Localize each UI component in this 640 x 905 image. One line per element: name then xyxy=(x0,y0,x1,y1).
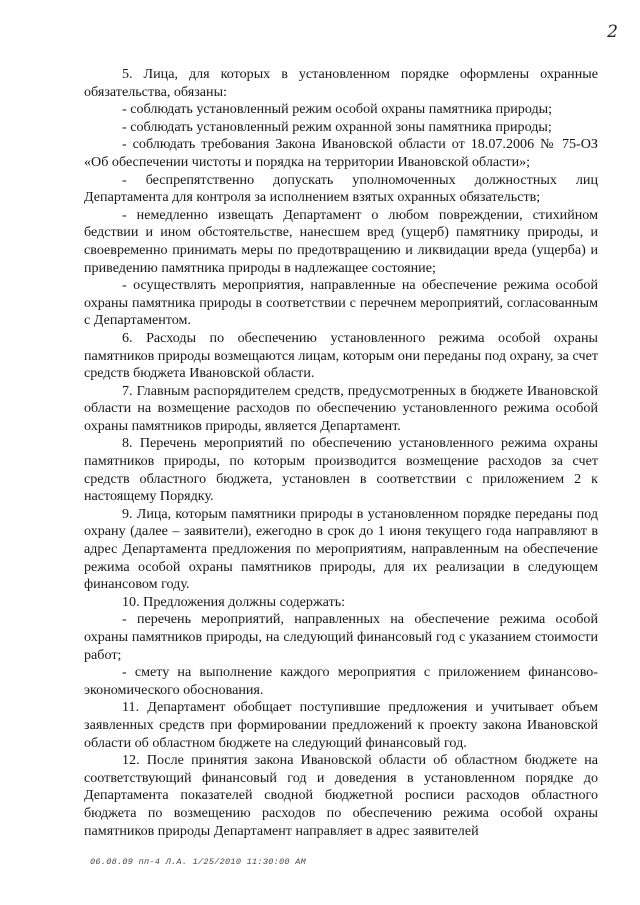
list-item-proposal: - перечень мероприятий, направленных на обеспечение режима особой охраны памятников природы, на следующий финансовый год с указанием стоимости работ; xyxy=(84,611,598,663)
paragraph-12: 12. После принятия закона Ивановской области об областном бюджете на соответствующий финансовый год и доведения в установленном порядке до Департамента показателей сводной бюджетной росписи расходов областного бюджета по возмещению расходов по обеспечению режима особой охраны памятников природы Департамент направляет в адрес заявителей xyxy=(84,752,598,839)
list-item-duty: - соблюдать требования Закона Ивановской области от 18.07.2006 № 75-ОЗ «Об обеспечении чистоты и порядка на территории Ивановской области»; xyxy=(84,136,598,170)
paragraph-7: 7. Главным распорядителем средств, предусмотренных в бюджете Ивановской области на возмещение расходов по обеспечению установленного режима особой охраны памятников природы, является Департамент. xyxy=(84,382,598,434)
paragraph-11: 11. Департамент обобщает поступившие предложения и учитывает объем заявленных средств при формировании предложений к проекту закона Ивановской области об областном бюджете на следующий финансовый год. xyxy=(84,699,598,751)
paragraph-9: 9. Лица, которым памятники природы в установленном порядке переданы под охрану (далее – заявители), ежегодно в срок до 1 июня текущего года направляют в адрес Департамента предложения по мероприятиям, направленным на обеспечение режима особой охраны памятников природы, для их реализации в следующем финансовом году. xyxy=(84,505,598,593)
paragraph-10: 10. Предложения должны содержать: xyxy=(122,593,346,610)
paragraph-6: 6. Расходы по обеспечению установленного режима особой охраны памятников природы возмещаются лицам, которым они переданы под охрану, за счет средств бюджета Ивановской области. xyxy=(84,329,598,382)
list-item-duty: - немедленно извещать Департамент о любом повреждении, стихийном бедствии и ином обстоятельстве, нанесшем вред (ущерб) памятнику природы, и своевременно принимать меры по предотвращению и ликвидации вреда (ущерба) и приведению памятника природы в надлежащее состояние; xyxy=(84,206,598,276)
list-item-duty: - соблюдать установленный режим особой охраны памятника природы; xyxy=(122,101,553,118)
list-item-duty: - осуществлять мероприятия, направленные на обеспечение режима особой охраны памятника природы в соответствии с перечнем мероприятий, согласованным с Департаментом. xyxy=(84,277,598,329)
paragraph-5: 5. Лица, для которых в установленном порядке оформлены охранные обязательства, обязаны: xyxy=(84,66,598,100)
list-item-duty: - беспрепятственно допускать уполномоченных должностных лиц Департамента для контроля за исполнением взятых охранных обязательств; xyxy=(84,171,598,206)
document-footer: 06.08.09 пп-4 Л.А. 1/25/2010 11:30:00 AM xyxy=(90,857,307,867)
document-body xyxy=(84,66,598,840)
list-item-duty: - соблюдать установленный режим охранной зоны памятника природы; xyxy=(122,118,552,135)
list-item-proposal: - смету на выполнение каждого мероприятия с приложением финансово-экономического обоснования. xyxy=(84,664,598,698)
page-number: 2 xyxy=(607,22,618,42)
paragraph-8: 8. Перечень мероприятий по обеспечению установленного режима охраны памятников природы, по которым производится возмещение расходов за счет средств областного бюджета, установлен в соответствии с приложением 2 к настоящему Порядку. xyxy=(84,435,598,505)
